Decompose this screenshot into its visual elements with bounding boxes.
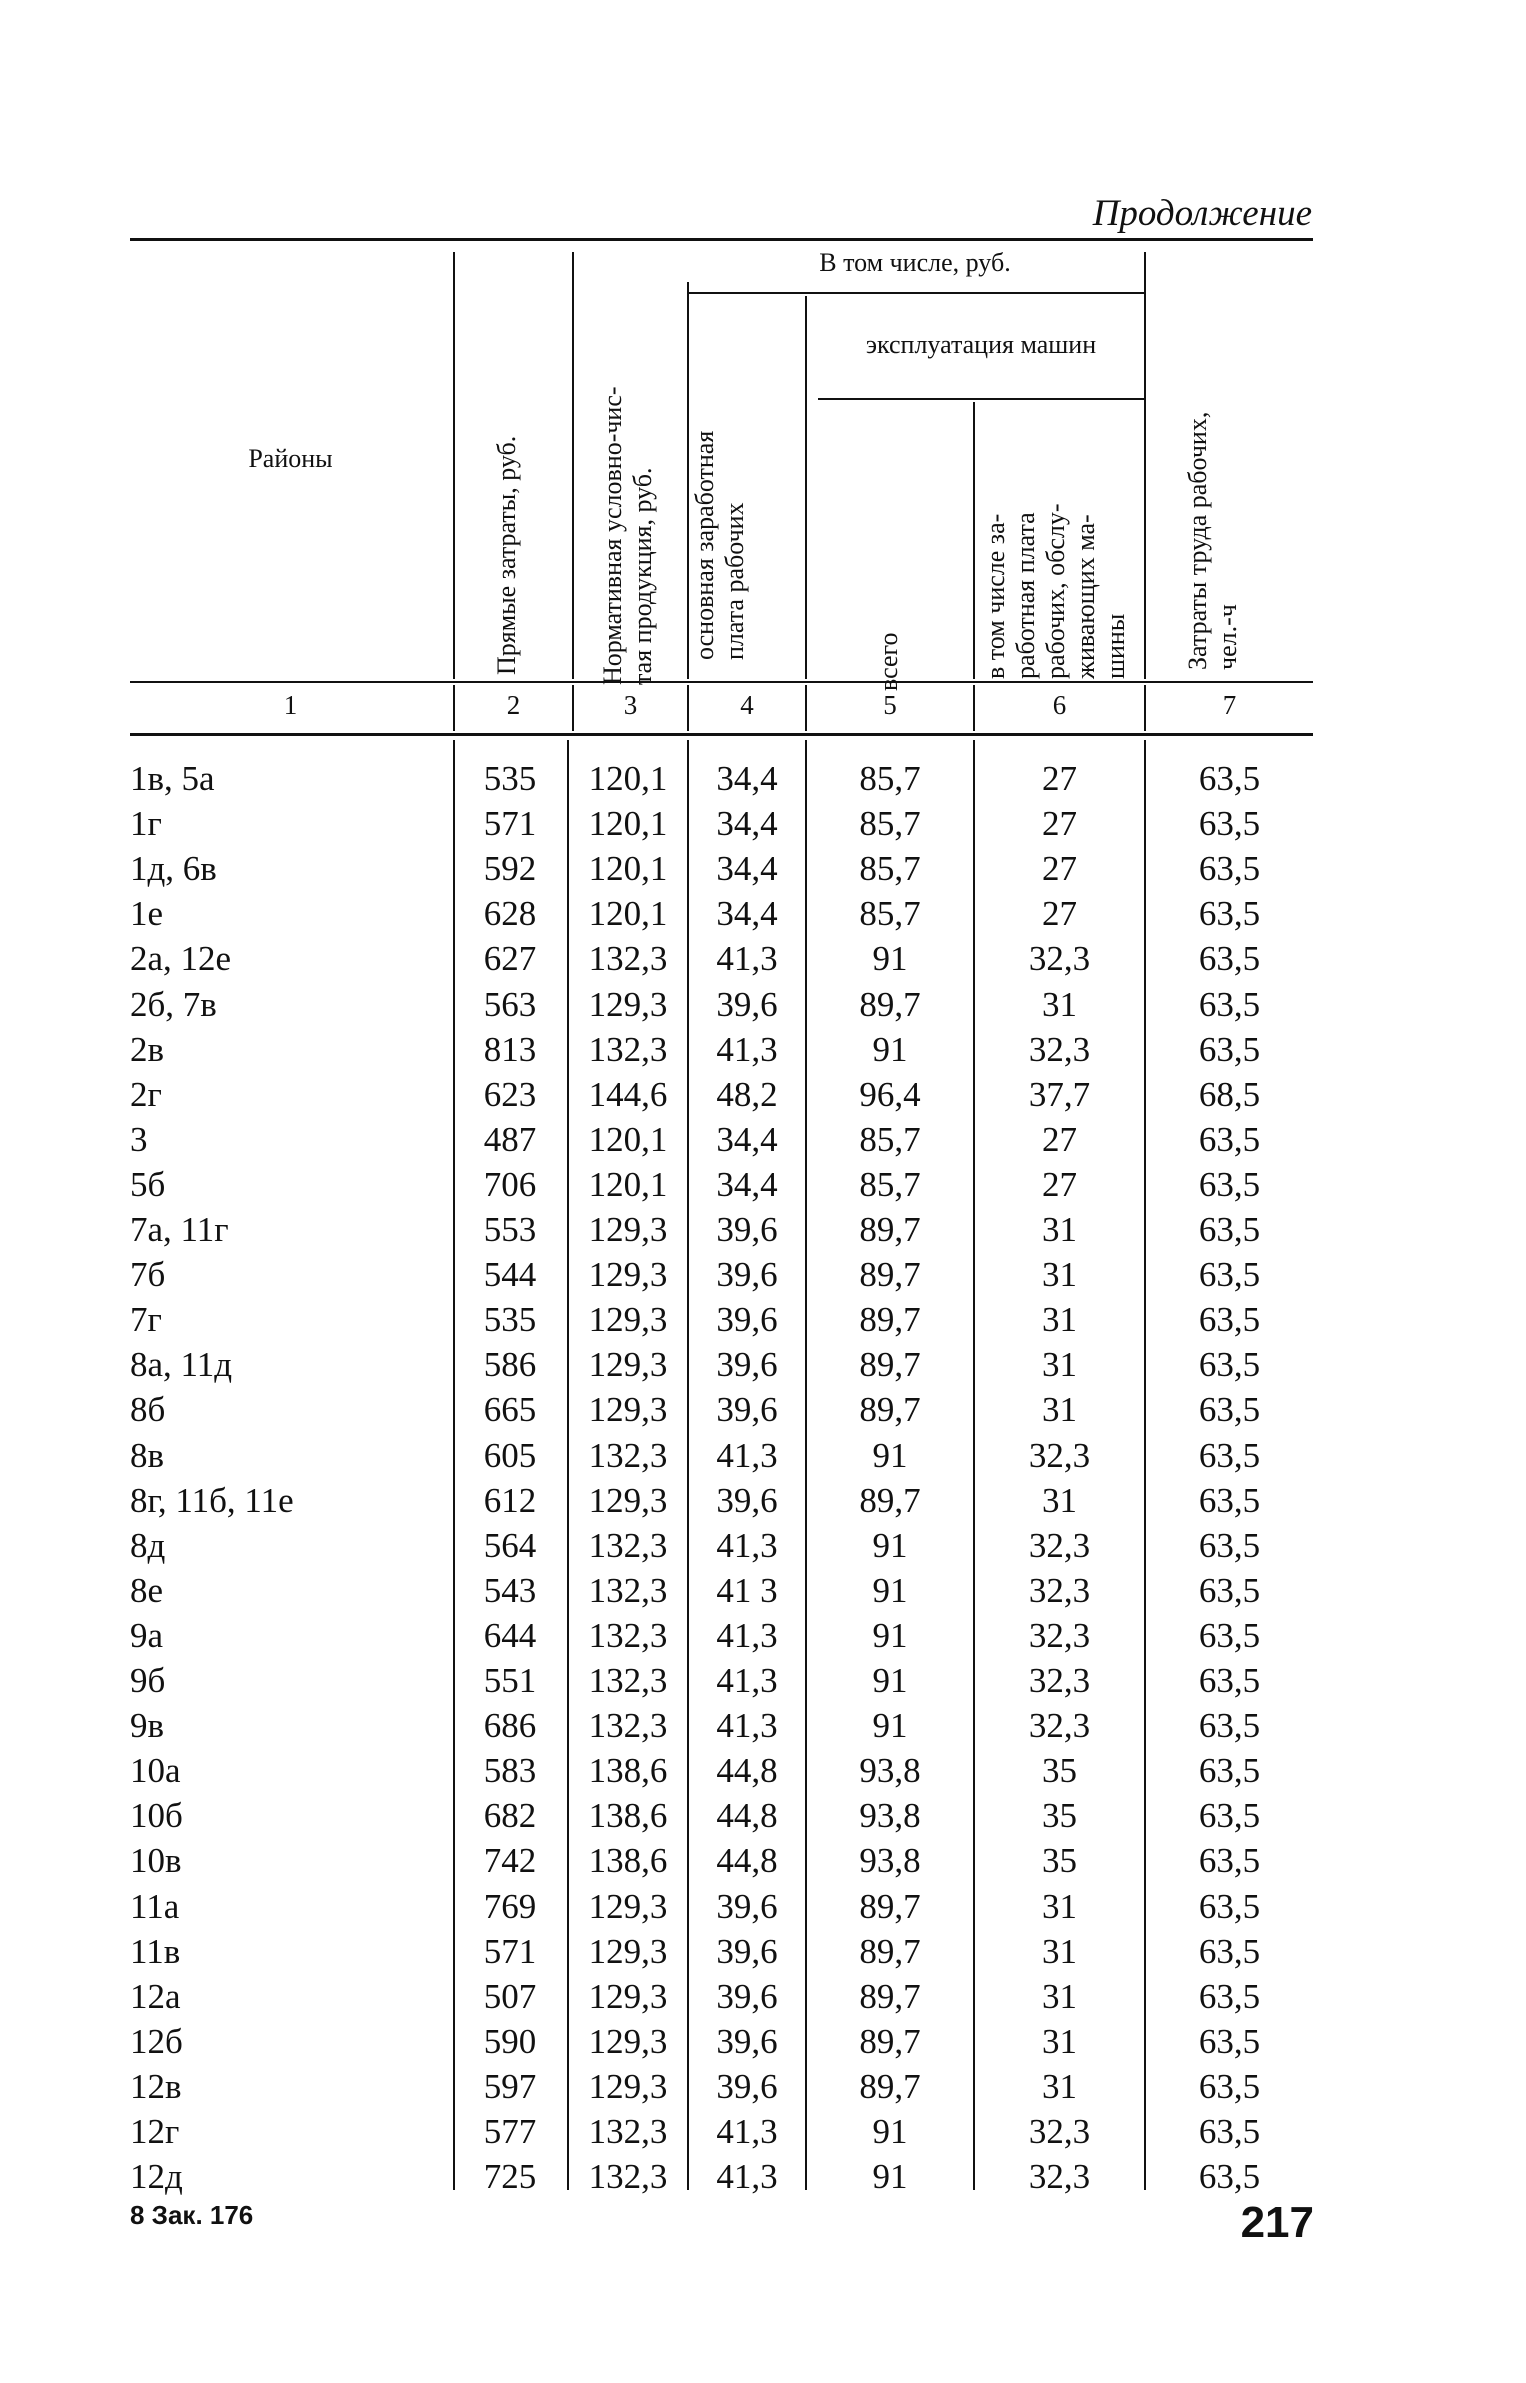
value-cell: 120,1 [588,1164,668,1204]
region-cell: 8г, 11б, 11е [130,1480,294,1520]
value-cell: 63,5 [1198,1480,1261,1520]
value-cell: 63,5 [1198,1525,1261,1565]
value-cell: 129,3 [588,1390,668,1430]
value-cell: 535 [483,1300,537,1340]
value-cell: 27 [1042,759,1077,798]
value-cell: 63,5 [1198,1886,1261,1926]
value-cell: 41,3 [716,2112,778,2151]
region-cell: 7б [130,1255,166,1295]
value-cell: 138,6 [588,1751,668,1791]
value-cell: 34,4 [716,804,778,844]
value-cell: 551 [483,1661,537,1700]
value-cell: 91 [872,1525,908,1565]
region-cell: 1в, 5а [130,759,215,798]
header-divider [805,296,807,679]
region-cell: 11а [130,1886,180,1926]
value-cell: 34,4 [716,759,778,798]
region-cell: 11в [130,1931,181,1971]
value-cell: 597 [483,2066,537,2106]
region-cell: 1г [130,804,162,844]
value-cell: 39,6 [716,1976,778,2016]
region-cell: 2а, 12е [130,939,232,979]
value-cell: 742 [483,1841,537,1881]
value-cell: 37,7 [1028,1074,1091,1114]
value-cell: 27 [1042,804,1077,844]
value-cell: 63,5 [1198,894,1261,934]
value-cell: 571 [483,1931,537,1971]
value-cell: 41,3 [716,939,778,979]
value-cell: 44,8 [716,1796,778,1836]
value-cell: 31 [1042,1345,1077,1385]
value-cell: 89,7 [859,1390,921,1430]
region-cell: 12г [130,2112,180,2151]
value-cell: 63,5 [1198,2066,1261,2106]
value-cell: 89,7 [859,2021,921,2061]
value-cell: 706 [483,1164,537,1204]
value-cell: 63,5 [1198,1300,1261,1340]
column-number: 5 [883,690,897,720]
value-cell: 39,6 [716,2066,778,2106]
value-cell: 63,5 [1198,1255,1261,1295]
value-cell: 41,3 [716,1029,778,1069]
region-cell: 12б [130,2021,183,2061]
value-cell: 813 [483,1029,537,1069]
value-cell: 132,3 [588,1570,668,1610]
value-cell: 120,1 [588,849,668,889]
value-cell: 41,3 [716,1706,778,1746]
subheader-rule-1 [687,292,1144,294]
value-cell: 63,5 [1198,759,1261,798]
value-cell: 35 [1042,1751,1077,1791]
value-cell: 138,6 [588,1796,668,1836]
value-cell: 63,5 [1198,2157,1261,2197]
value-cell: 89,7 [859,1255,921,1295]
region-cell: 7а, 11г [130,1210,229,1249]
value-cell: 63,5 [1198,1976,1261,2016]
value-cell: 85,7 [859,894,921,934]
value-cell: 63,5 [1198,2112,1261,2151]
value-cell: 31 [1042,1300,1077,1340]
value-cell: 132,3 [588,2157,668,2197]
top-rule [130,238,1313,241]
region-cell: 2б, 7в [130,984,217,1024]
region-cell: 1д, 6в [130,849,217,889]
value-cell: 120,1 [588,759,668,798]
region-cell: 5б [130,1164,166,1204]
column-number: 6 [1052,690,1067,720]
value-cell: 132,3 [588,2112,668,2151]
value-cell: 63,5 [1198,1119,1261,1159]
region-cell: 3 [130,1119,148,1159]
page-number: 217 [1240,2198,1314,2247]
region-cell: 8е [130,1570,164,1610]
value-cell: 63,5 [1198,1029,1261,1069]
value-cell: 31 [1042,2066,1077,2106]
header-machine-operation: эксплуатация машин [865,330,1097,359]
value-cell: 44,8 [716,1751,778,1791]
header-labor-costs: Затраты труда рабочих, чел.-ч [1183,411,1242,670]
value-cell: 571 [483,804,537,844]
region-cell: 8д [130,1525,166,1565]
value-cell: 63,5 [1198,1841,1261,1881]
header-divider [973,402,975,679]
value-cell: 577 [483,2112,537,2151]
value-cell: 41,3 [716,1661,778,1700]
value-cell: 63,5 [1198,1570,1261,1610]
value-cell: 39,6 [716,1300,778,1340]
value-cell: 590 [483,2021,537,2061]
header-direct-costs: Прямые затраты, руб. [492,435,521,675]
value-cell: 31 [1042,1390,1077,1430]
value-cell: 32,3 [1028,1615,1091,1655]
value-cell: 31 [1042,1255,1077,1295]
value-cell: 85,7 [859,759,921,798]
value-cell: 39,6 [716,1886,778,1926]
value-cell: 34,4 [716,1164,778,1204]
region-cell: 8б [130,1390,166,1430]
value-cell: 32,3 [1028,1525,1091,1565]
value-cell: 132,3 [588,1706,668,1746]
value-cell: 63,5 [1198,849,1261,889]
region-cell: 12а [130,1976,181,2016]
value-cell: 31 [1042,1976,1077,2016]
value-cell: 91 [872,1661,908,1700]
region-cell: 10а [130,1751,181,1791]
region-cell: 9а [130,1615,164,1655]
value-cell: 665 [483,1390,537,1430]
value-cell: 93,8 [859,1751,921,1791]
value-cell: 535 [483,759,537,798]
value-cell: 91 [872,1029,908,1069]
value-cell: 34,4 [716,894,778,934]
value-cell: 41,3 [716,2157,778,2197]
value-cell: 32,3 [1028,2112,1091,2151]
value-cell: 644 [483,1615,537,1655]
value-cell: 564 [483,1525,537,1565]
value-cell: 27 [1042,894,1077,934]
region-cell: 10б [130,1796,183,1836]
value-cell: 686 [483,1706,537,1746]
value-cell: 544 [483,1255,537,1295]
value-cell: 89,7 [859,984,921,1024]
region-cell: 1е [130,894,164,934]
value-cell: 91 [872,1570,908,1610]
continuation-label: Продолжение [1092,193,1312,234]
region-cell: 8в [130,1435,165,1475]
header-normative-output: Нормативная условно-чис- тая продукция, руб. [598,386,657,685]
value-cell: 31 [1042,1480,1077,1520]
value-cell: 93,8 [859,1841,921,1881]
value-cell: 93,8 [859,1796,921,1836]
region-cell: 2г [130,1074,162,1114]
value-cell: 41,3 [716,1435,778,1475]
header-total: всего [874,632,903,691]
value-cell: 89,7 [859,1931,921,1971]
value-cell: 31 [1042,1210,1077,1249]
value-cell: 132,3 [588,1029,668,1069]
value-cell: 35 [1042,1796,1077,1836]
value-cell: 63,5 [1198,1435,1261,1475]
value-cell: 129,3 [588,1210,668,1249]
value-cell: 91 [872,1435,908,1475]
value-cell: 63,5 [1198,1615,1261,1655]
value-cell: 39,6 [716,1480,778,1520]
value-cell: 487 [483,1119,537,1159]
value-cell: 592 [483,849,537,889]
value-cell: 27 [1042,1119,1077,1159]
value-cell: 39,6 [716,1931,778,1971]
value-cell: 129,3 [588,1300,668,1340]
header-regions: Районы [248,444,333,473]
value-cell: 34,4 [716,849,778,889]
column-number: 3 [623,690,638,720]
value-cell: 91 [872,1706,908,1746]
value-cell: 41 3 [716,1570,778,1610]
value-cell: 63,5 [1198,1661,1261,1700]
value-cell: 91 [872,2112,908,2151]
value-cell: 132,3 [588,1435,668,1475]
value-cell: 32,3 [1028,939,1091,979]
value-cell: 129,3 [588,1255,668,1295]
value-cell: 32,3 [1028,1706,1091,1746]
value-cell: 129,3 [588,1931,668,1971]
header-divider [1144,252,1146,679]
value-cell: 120,1 [588,894,668,934]
value-cell: 89,7 [859,2066,921,2106]
value-cell: 563 [483,984,537,1024]
value-cell: 120,1 [588,804,668,844]
value-cell: 63,5 [1198,804,1261,844]
value-cell: 583 [483,1751,537,1791]
value-cell: 769 [483,1886,537,1926]
region-cell: 9в [130,1706,165,1746]
value-cell: 129,3 [588,2021,668,2061]
value-cell: 132,3 [588,1615,668,1655]
value-cell: 31 [1042,1886,1077,1926]
value-cell: 63,5 [1198,1751,1261,1791]
value-cell: 39,6 [716,1390,778,1430]
value-cell: 63,5 [1198,1164,1261,1204]
value-cell: 120,1 [588,1119,668,1159]
value-cell: 68,5 [1198,1074,1261,1114]
value-cell: 507 [483,1976,537,2016]
value-cell: 85,7 [859,1164,921,1204]
value-cell: 129,3 [588,1886,668,1926]
value-cell: 586 [483,1345,537,1385]
value-cell: 628 [483,894,537,934]
value-cell: 682 [483,1796,537,1836]
header-bottom-rule [130,681,1313,683]
value-cell: 91 [872,2157,908,2197]
value-cell: 627 [483,939,537,979]
value-cell: 89,7 [859,1210,921,1249]
value-cell: 138,6 [588,1841,668,1881]
value-cell: 725 [483,2157,537,2197]
header-base-wage: основная заработная плата рабочих [690,430,749,660]
value-cell: 91 [872,1615,908,1655]
value-cell: 39,6 [716,2021,778,2061]
region-cell: 10в [130,1841,182,1881]
value-cell: 129,3 [588,1480,668,1520]
value-cell: 63,5 [1198,1796,1261,1836]
value-cell: 63,5 [1198,1706,1261,1746]
value-cell: 129,3 [588,1345,668,1385]
value-cell: 63,5 [1198,1390,1261,1430]
region-cell: 12д [130,2157,183,2197]
value-cell: 63,5 [1198,2021,1261,2061]
value-cell: 91 [872,939,908,979]
value-cell: 89,7 [859,1886,921,1926]
value-cell: 553 [483,1210,537,1249]
value-cell: 129,3 [588,984,668,1024]
value-cell: 132,3 [588,939,668,979]
value-cell: 89,7 [859,1345,921,1385]
value-cell: 31 [1042,1931,1077,1971]
value-cell: 32,3 [1028,1029,1091,1069]
value-cell: 129,3 [588,2066,668,2106]
value-cell: 63,5 [1198,939,1261,979]
header-divider [687,282,689,679]
value-cell: 39,6 [716,984,778,1024]
column-number: 7 [1222,690,1237,720]
value-cell: 32,3 [1028,1435,1091,1475]
value-cell: 89,7 [859,1300,921,1340]
value-cell: 27 [1042,849,1077,889]
value-cell: 129,3 [588,1976,668,2016]
column-number: 4 [740,690,754,720]
value-cell: 63,5 [1198,984,1261,1024]
value-cell: 32,3 [1028,1570,1091,1610]
value-cell: 48,2 [716,1074,778,1114]
header-including: В том числе, руб. [819,248,1011,277]
value-cell: 63,5 [1198,1345,1261,1385]
region-cell: 9б [130,1661,166,1700]
header-divider [572,252,574,679]
region-cell: 7г [130,1300,162,1340]
column-number: 2 [506,690,521,720]
value-cell: 39,6 [716,1255,778,1295]
value-cell: 39,6 [716,1210,778,1249]
value-cell: 605 [483,1435,537,1475]
value-cell: 32,3 [1028,1661,1091,1700]
value-cell: 89,7 [859,1976,921,2016]
value-cell: 85,7 [859,804,921,844]
footnote: 8 Зак. 176 [130,2200,254,2230]
column-number: 1 [283,690,298,720]
value-cell: 27 [1042,1164,1077,1204]
value-cell: 63,5 [1198,1931,1261,1971]
header-including-wage: в том числе за- работная плата рабочих, обслу- живающих ма- шины [981,503,1130,679]
header-divider [453,252,455,679]
value-cell: 39,6 [716,1345,778,1385]
colnum-bottom-rule [130,733,1313,736]
value-cell: 41,3 [716,1615,778,1655]
value-cell: 144,6 [588,1074,668,1114]
value-cell: 63,5 [1198,1210,1261,1249]
value-cell: 44,8 [716,1841,778,1881]
region-cell: 8а, 11д [130,1345,233,1385]
value-cell: 132,3 [588,1525,668,1565]
value-cell: 35 [1042,1841,1077,1881]
value-cell: 89,7 [859,1480,921,1520]
value-cell: 85,7 [859,1119,921,1159]
value-cell: 543 [483,1570,537,1610]
region-cell: 2в [130,1029,165,1069]
value-cell: 85,7 [859,849,921,889]
value-cell: 32,3 [1028,2157,1091,2197]
value-cell: 31 [1042,2021,1077,2061]
value-cell: 623 [483,1074,537,1114]
region-cell: 12в [130,2066,182,2106]
value-cell: 612 [483,1480,537,1520]
value-cell: 41,3 [716,1525,778,1565]
value-cell: 96,4 [859,1074,921,1114]
value-cell: 132,3 [588,1661,668,1700]
value-cell: 34,4 [716,1119,778,1159]
value-cell: 31 [1042,984,1077,1024]
